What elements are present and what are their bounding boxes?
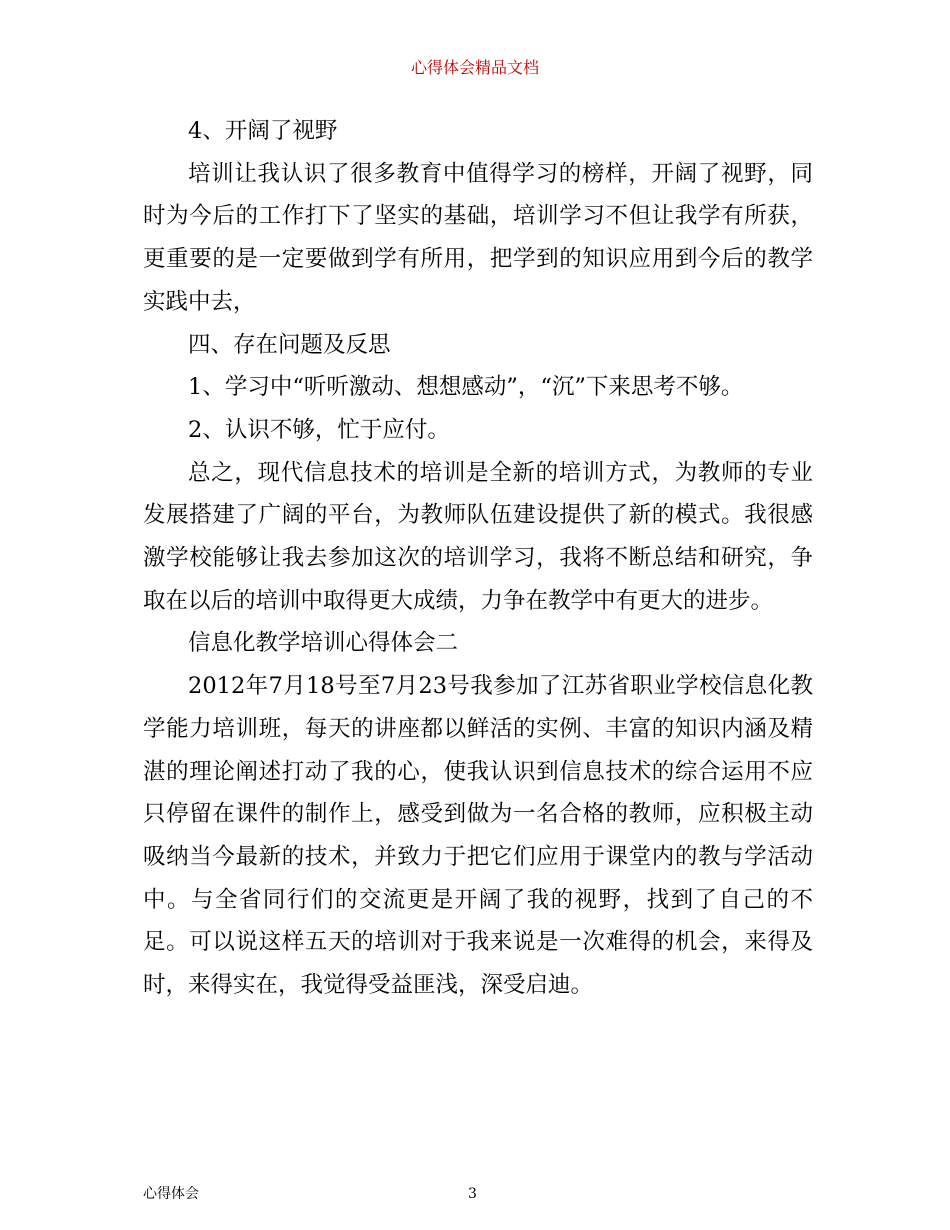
body-paragraph: 1、学习中“听听激动、想想感动”，“沉”下来思考不够。: [188, 374, 744, 401]
section-heading: 四、存在问题及反思: [188, 331, 391, 358]
page-number: 3: [468, 1186, 477, 1202]
body-paragraph: 总之，现代信息技术的培训是全新的培训方式，为教师的专业发展搭建了广阔的平台，为教师队伍建设提供了新的模式。我很感激学校能够让我去参加这次的培训学习，我将不断总结和研究，争取在以后的培训中取得更大成绩，力争在教学中有更大的进步。: [143, 459, 813, 614]
body-paragraph: 培训让我认识了很多教育中值得学习的榜样，开阔了视野，同时为今后的工作打下了坚实的基础，培训学习不但让我学有所获，更重要的是一定要做到学有所用，把学到的知识应用到今后的教学实践中去，: [143, 160, 813, 315]
section-heading: 4、开阔了视野: [188, 118, 338, 144]
section-heading: 信息化教学培训心得体会二: [188, 630, 459, 657]
body-paragraph: 2012年7月18号至7月23号我参加了江苏省职业学校信息化教学能力培训班，每天的讲座都以鲜活的实例、丰富的知识内涵及精湛的理论阐述打动了我的心，使我认识到信息技术的综合运用不应只停留在课件的制作上，感受到做为一名合格的教师，应积极主动吸纳当今最新的技术，并致力于把它们应用于课堂内的教与学活动中。与全省同行们的交流更是开阔了我的视野，找到了自己的不足。可以说这样五天的培训对于我来说是一次难得的机会，来得及时，来得实在，我觉得受益匪浅，深受启迪。: [143, 673, 813, 999]
body-paragraph: 2、认识不够，忙于应付。: [188, 416, 450, 443]
document-body: [143, 110, 813, 1007]
page-header-title: 心得体会精品文档: [410, 58, 539, 77]
footer-label: 心得体会: [143, 1186, 199, 1202]
